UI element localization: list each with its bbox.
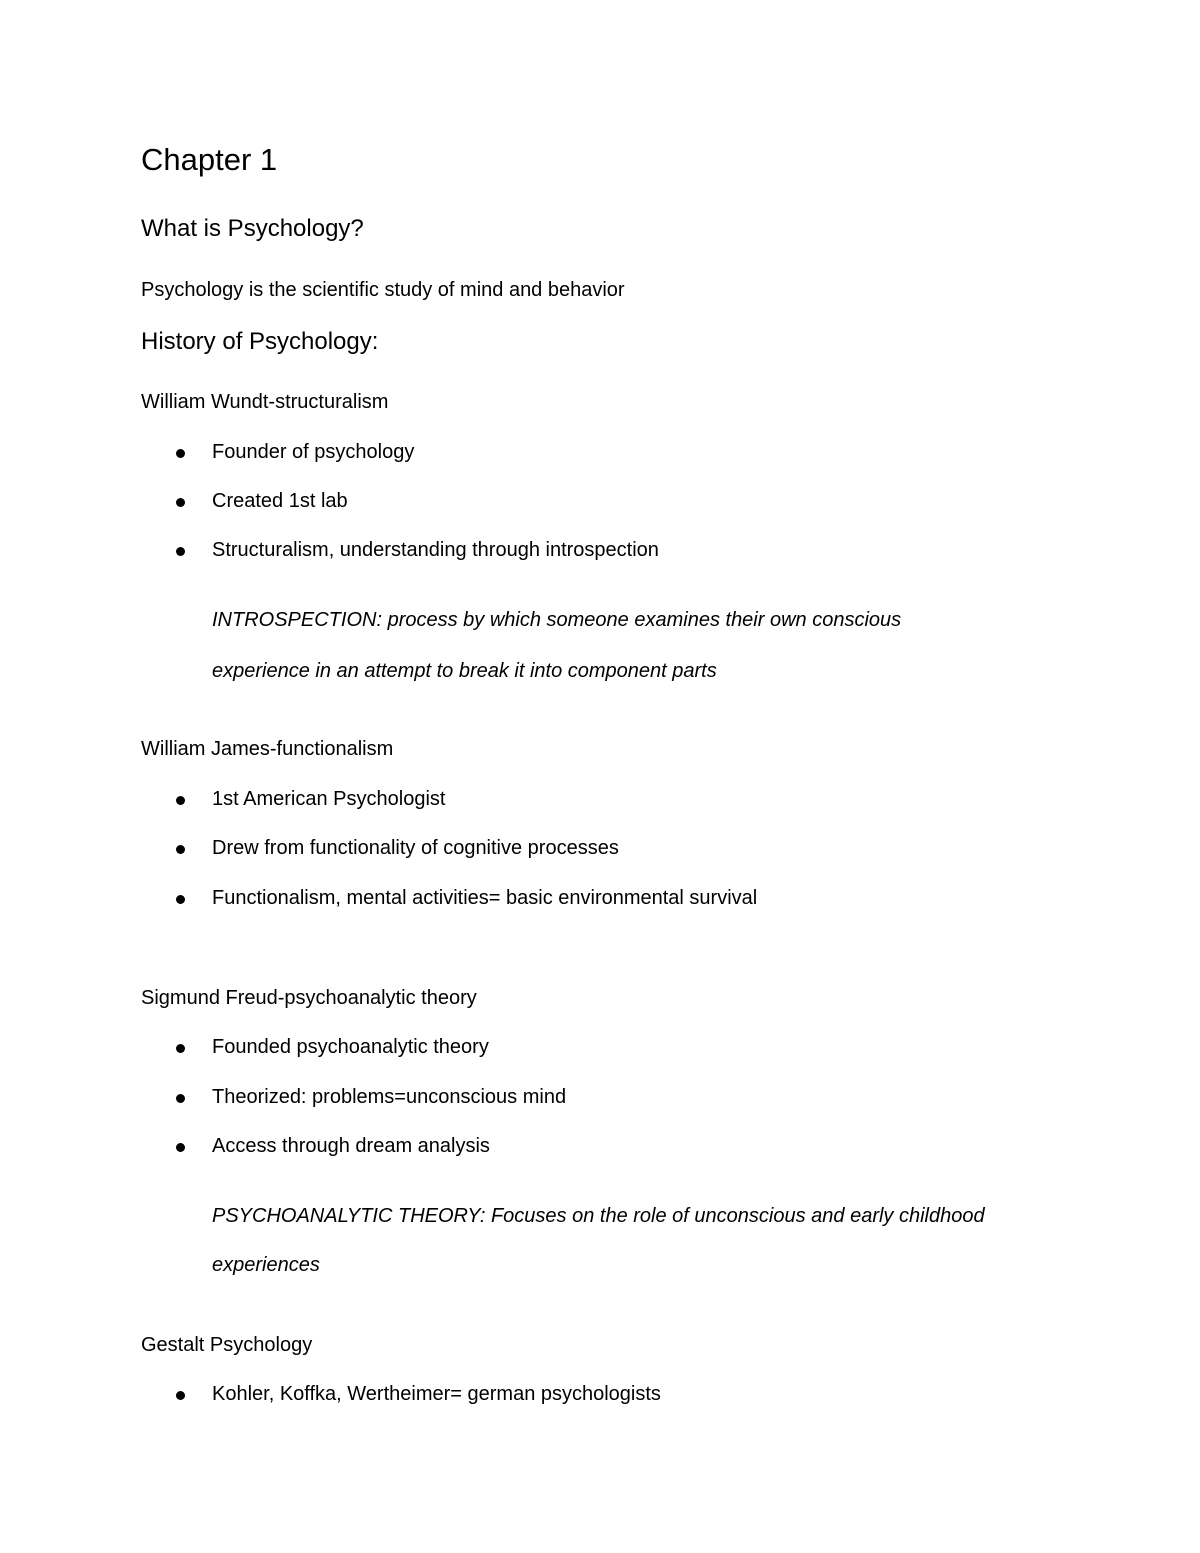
psychoanalytic-definition-line-2: experiences (212, 1254, 320, 1276)
bullet-icon (176, 498, 185, 507)
bullet-icon (176, 1094, 185, 1103)
heading-what-is-psychology: What is Psychology? (141, 215, 364, 242)
list-item-text: Functionalism, mental activities= basic environmental survival (212, 887, 758, 909)
list-item-text: Drew from functionality of cognitive processes (212, 837, 619, 859)
bullet-icon (176, 796, 185, 805)
bullet-icon (176, 1044, 185, 1053)
introspection-definition-line-2: experience in an attempt to break it into component parts (212, 660, 717, 682)
section-heading-gestalt: Gestalt Psychology (141, 1334, 313, 1356)
bullet-icon (176, 895, 185, 904)
bullet-icon (176, 845, 185, 854)
list-item-text: Created 1st lab (212, 490, 348, 512)
section-heading-wundt: William Wundt-structuralism (141, 391, 389, 413)
list-item-text: Founder of psychology (212, 441, 415, 463)
list-item-text: Structuralism, understanding through introspection (212, 539, 659, 561)
psychology-definition: Psychology is the scientific study of mind and behavior (141, 279, 625, 301)
list-item-text: Kohler, Koffka, Wertheimer= german psychologists (212, 1383, 661, 1405)
bullet-icon (176, 449, 185, 458)
bullet-icon (176, 547, 185, 556)
list-item-text: Founded psychoanalytic theory (212, 1036, 489, 1058)
section-heading-james: William James-functionalism (141, 738, 394, 760)
heading-history-of-psychology: History of Psychology: (141, 328, 379, 355)
chapter-title: Chapter 1 (141, 142, 278, 177)
list-item-text: Access through dream analysis (212, 1135, 490, 1157)
list-item-text: 1st American Psychologist (212, 788, 446, 810)
section-heading-freud: Sigmund Freud-psychoanalytic theory (141, 987, 477, 1009)
bullet-icon (176, 1391, 185, 1400)
psychoanalytic-definition-line-1: PSYCHOANALYTIC THEORY: Focuses on the role of unconscious and early childhood (212, 1205, 985, 1227)
bullet-icon (176, 1143, 185, 1152)
introspection-definition-line-1: INTROSPECTION: process by which someone examines their own conscious (212, 609, 902, 631)
list-item-text: Theorized: problems=unconscious mind (212, 1086, 567, 1108)
